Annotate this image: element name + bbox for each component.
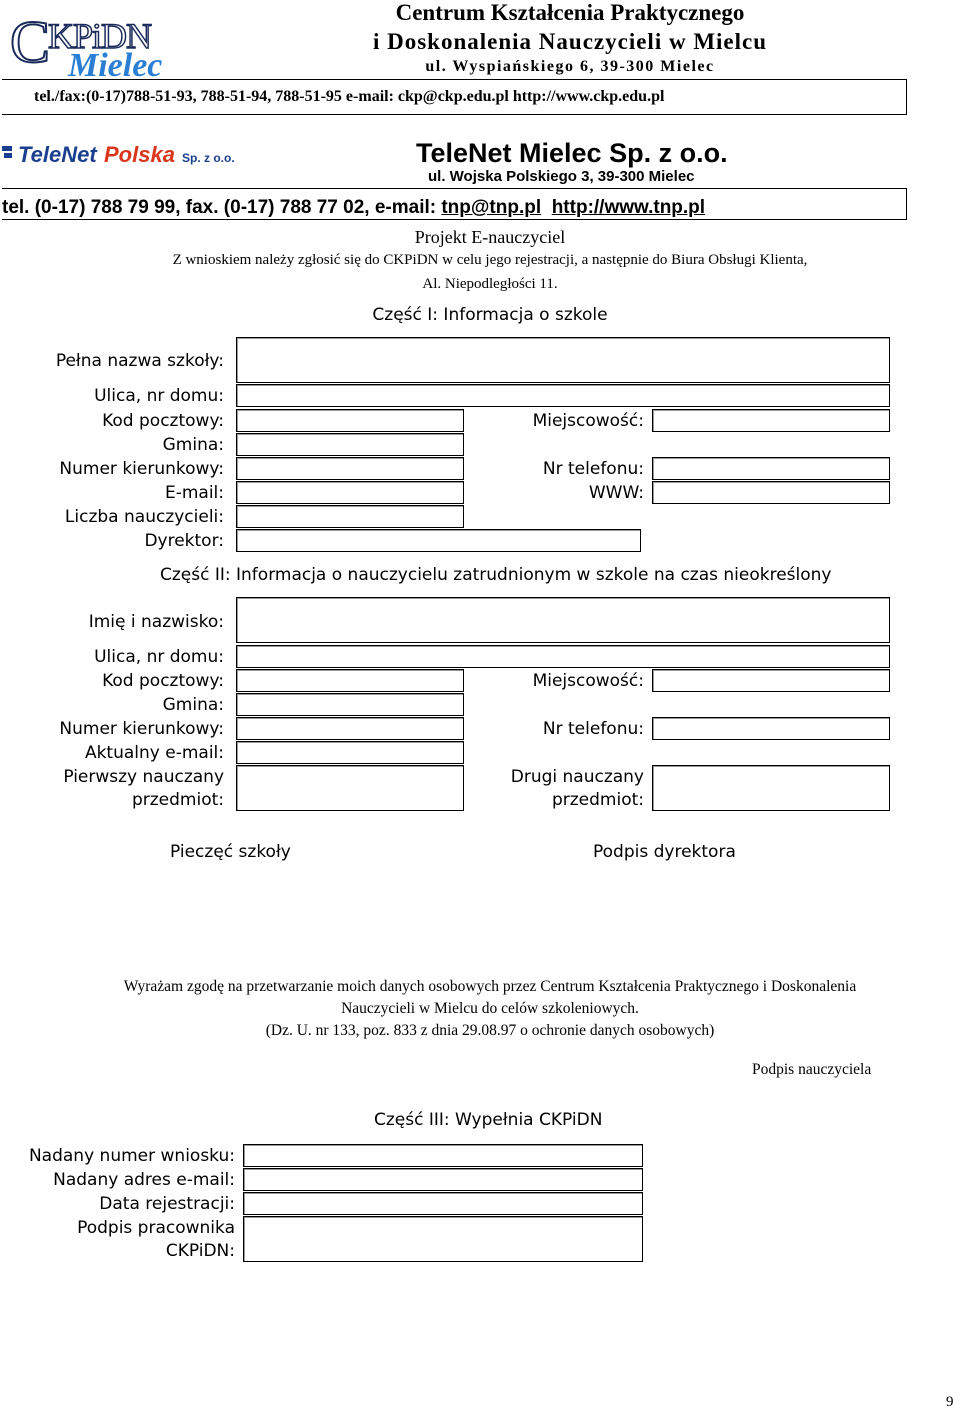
part2-heading: Część II: Informacja o nauczycielu zatrudnionym w szkole na czas nieokreślony <box>160 565 832 585</box>
employee-signature-field[interactable] <box>243 1216 643 1262</box>
label-school-city: Miejscowość: <box>532 411 644 431</box>
ckpidn-divider-right <box>906 79 907 115</box>
school-street-field[interactable] <box>236 384 890 407</box>
label-school-postal: Kod pocztowy: <box>102 411 224 431</box>
school-postal-field[interactable] <box>236 409 464 432</box>
ckpidn-logo <box>8 10 218 80</box>
telenet-logo <box>2 140 252 168</box>
label-school-gmina: Gmina: <box>162 435 224 455</box>
label-teacher-phone: Nr telefonu: <box>542 719 644 739</box>
label-school-name: Pełna nazwa szkoły: <box>55 351 224 371</box>
label-teacher-name: Imię i nazwisko: <box>88 612 224 632</box>
label-subject2-b: przedmiot: <box>551 790 644 810</box>
telenet-logo-graphic <box>2 140 252 168</box>
teacher-gmina-field[interactable] <box>236 693 464 716</box>
school-teachers-field[interactable] <box>236 505 464 528</box>
teacher-email-field[interactable] <box>236 741 464 764</box>
telenet-bottom-line <box>2 219 907 220</box>
teacher-signature-label: Podpis nauczyciela <box>752 1061 872 1078</box>
label-assigned-email: Nadany adres e-mail: <box>53 1170 235 1190</box>
label-teacher-city: Miejscowość: <box>532 671 644 691</box>
project-note-1: Z wnioskiem należy zgłosić się do CKPiDN w celu jego rejestracji, a następnie do Biura Obsługi Klienta, <box>172 252 808 268</box>
label-school-phone: Nr telefonu: <box>542 459 644 479</box>
director-signature-label: Podpis dyrektora <box>593 842 736 862</box>
label-teacher-street: Ulica, nr domu: <box>94 647 224 667</box>
teacher-area-code-field[interactable] <box>236 717 464 740</box>
label-teacher-area-code: Numer kierunkowy: <box>59 719 224 739</box>
school-phone-field[interactable] <box>652 457 890 480</box>
label-employee-b: CKPiDN: <box>165 1241 235 1261</box>
teacher-street-field[interactable] <box>236 645 890 668</box>
ckpidn-bottom-line <box>2 114 907 115</box>
label-school-email: E-mail: <box>164 483 224 503</box>
svg-text:Mielec: Mielec <box>68 47 163 80</box>
label-school-director: Dyrektor: <box>144 531 224 551</box>
subject2-field[interactable] <box>652 765 890 811</box>
label-school-street: Ulica, nr domu: <box>94 386 224 406</box>
ckpidn-title-1: Centrum Kształcenia Praktycznego <box>395 0 745 25</box>
svg-text:C: C <box>10 10 51 75</box>
telenet-divider <box>2 188 907 189</box>
svg-text:TeleNet: TeleNet <box>18 142 97 167</box>
school-www-field[interactable] <box>652 481 890 504</box>
svg-text:Polska: Polska <box>104 142 175 167</box>
part3-heading: Część III: Wypełnia CKPiDN <box>374 1110 603 1130</box>
ckpidn-logo-graphic <box>8 10 218 80</box>
assigned-email-field[interactable] <box>243 1168 643 1191</box>
label-subject1-b: przedmiot: <box>131 790 224 810</box>
telenet-address: ul. Wojska Polskiego 3, 39-300 Mielec <box>428 168 695 185</box>
telenet-email-link[interactable]: tnp@tnp.pl <box>441 197 542 218</box>
svg-text:Sp. z o.o.: Sp. z o.o. <box>182 151 235 165</box>
project-note-2: Al. Niepodległości 11. <box>422 276 558 292</box>
label-teacher-email: Aktualny e-mail: <box>84 743 224 763</box>
svg-text:KPiDN: KPiDN <box>48 16 152 56</box>
label-reg-date: Data rejestracji: <box>99 1194 235 1214</box>
school-gmina-field[interactable] <box>236 433 464 456</box>
page-number: 9 <box>946 1394 954 1410</box>
telenet-name: TeleNet Mielec Sp. z o.o. <box>416 138 728 168</box>
ckpidn-title-2: i Doskonalenia Nauczycieli w Mielcu <box>372 29 768 54</box>
label-school-area-code: Numer kierunkowy: <box>59 459 224 479</box>
label-app-number: Nadany numer wniosku: <box>28 1146 235 1166</box>
label-teacher-gmina: Gmina: <box>162 695 224 715</box>
subject1-field[interactable] <box>236 765 464 811</box>
label-subject1-a: Pierwszy nauczany <box>63 767 224 787</box>
label-teacher-postal: Kod pocztowy: <box>102 671 224 691</box>
label-school-teachers: Liczba nauczycieli: <box>64 507 224 527</box>
part1-heading: Część I: Informacja o szkole <box>372 305 608 325</box>
telenet-contact-text: tel. (0-17) 788 79 99, fax. (0-17) 788 77 02, e-mail: <box>2 197 442 218</box>
teacher-city-field[interactable] <box>652 669 890 692</box>
teacher-phone-field[interactable] <box>652 717 890 740</box>
telenet-contact <box>2 197 705 219</box>
telenet-url-link[interactable]: http://www.tnp.pl <box>551 197 706 218</box>
consent-line-2: Nauczycieli w Mielcu do celów szkoleniowych. <box>341 1000 639 1017</box>
school-name-field[interactable] <box>236 337 890 383</box>
school-city-field[interactable] <box>652 409 890 432</box>
app-number-field[interactable] <box>243 1144 643 1167</box>
school-email-field[interactable] <box>236 481 464 504</box>
label-employee-a: Podpis pracownika <box>77 1218 235 1238</box>
ckpidn-address: ul. Wyspiańskiego 6, 39-300 Mielec <box>425 58 715 75</box>
project-title: Projekt E-nauczyciel <box>414 227 566 247</box>
label-school-www: WWW: <box>588 483 644 503</box>
teacher-postal-field[interactable] <box>236 669 464 692</box>
ckpidn-contact: tel./fax:(0-17)788-51-93, 788-51-94, 788-51-95 e-mail: ckp@ckp.edu.pl http://www.ckp.edu.pl <box>34 88 665 105</box>
ckpidn-divider <box>2 79 907 80</box>
consent-line-3: (Dz. U. nr 133, poz. 833 z dnia 29.08.97 o ochronie danych osobowych) <box>265 1022 715 1039</box>
teacher-name-field[interactable] <box>236 597 890 643</box>
reg-date-field[interactable] <box>243 1192 643 1215</box>
consent-line-1: Wyrażam zgodę na przetwarzanie moich danych osobowych przez Centrum Kształcenia Praktycznego i Doskonalenia <box>123 978 857 995</box>
telenet-divider-right <box>906 188 907 220</box>
school-area-code-field[interactable] <box>236 457 464 480</box>
school-stamp-label: Pieczęć szkoły <box>170 842 291 862</box>
label-subject2-a: Drugi nauczany <box>510 767 644 787</box>
school-director-field[interactable] <box>236 529 641 552</box>
